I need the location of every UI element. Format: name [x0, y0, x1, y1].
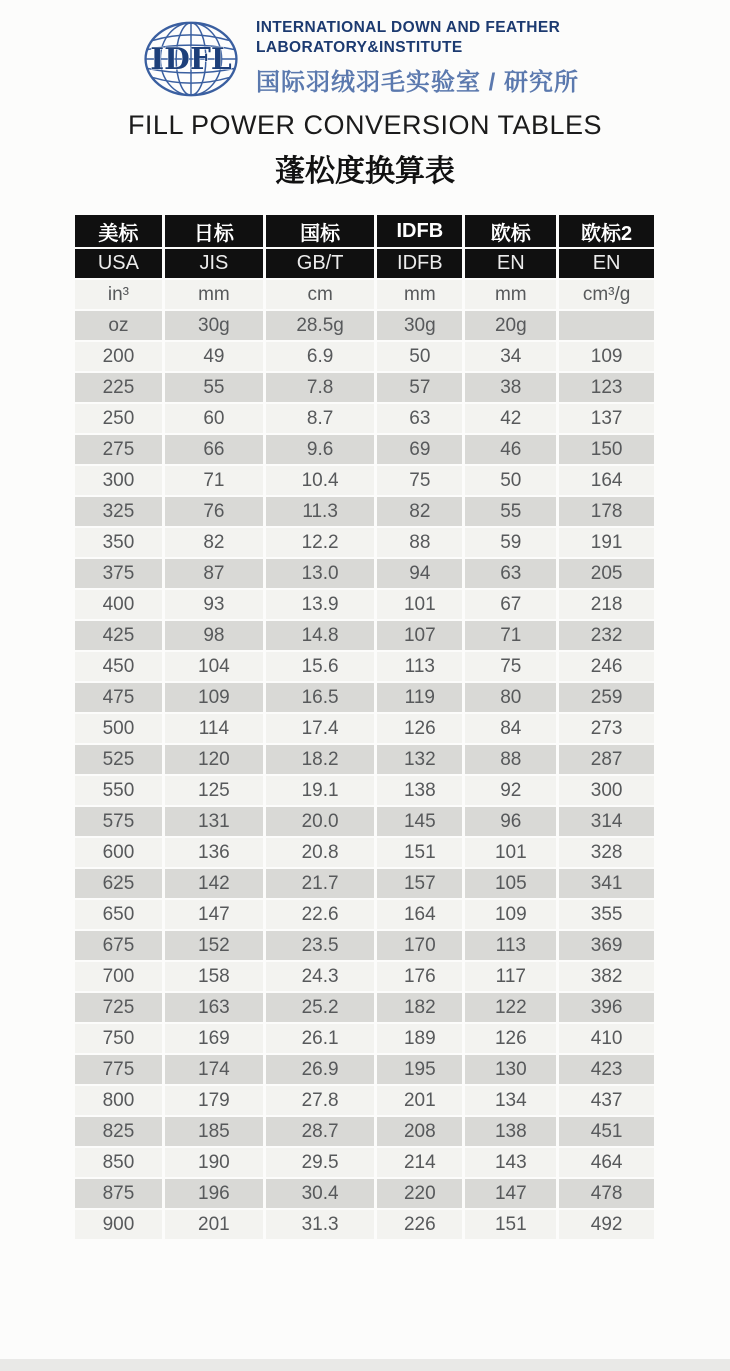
cell: 17.4	[266, 714, 374, 743]
cell: 189	[377, 1024, 462, 1053]
title-block	[0, 110, 730, 190]
cell: 28.5g	[266, 311, 374, 340]
cell: 30g	[377, 311, 462, 340]
cell: 104	[165, 652, 263, 681]
cell: 75	[377, 466, 462, 495]
cell: 63	[377, 404, 462, 433]
cell: 142	[165, 869, 263, 898]
cell: 131	[165, 807, 263, 836]
cell: 92	[465, 776, 556, 805]
cell: 22.6	[266, 900, 374, 929]
table-row	[75, 1117, 654, 1146]
cell: 182	[377, 993, 462, 1022]
cell: 87	[165, 559, 263, 588]
column-subheader: EN	[465, 249, 556, 278]
cell: 30g	[165, 311, 263, 340]
cell: 7.8	[266, 373, 374, 402]
cell: 117	[465, 962, 556, 991]
cell: 57	[377, 373, 462, 402]
cell: 143	[465, 1148, 556, 1177]
cell: 20g	[465, 311, 556, 340]
cell: 478	[559, 1179, 654, 1208]
cell: 475	[75, 683, 162, 712]
column-header: 日标	[165, 215, 263, 247]
cell: 19.1	[266, 776, 374, 805]
cell: 21.7	[266, 869, 374, 898]
cell: 250	[75, 404, 162, 433]
cell: 500	[75, 714, 162, 743]
table-row	[75, 373, 654, 402]
cell: 314	[559, 807, 654, 836]
table-row	[75, 652, 654, 681]
org-name-line1: INTERNATIONAL DOWN AND FEATHER	[256, 19, 561, 36]
cell: 232	[559, 621, 654, 650]
cell: 125	[165, 776, 263, 805]
cell: 259	[559, 683, 654, 712]
cell: 113	[377, 652, 462, 681]
cell: 13.0	[266, 559, 374, 588]
cell: 50	[465, 466, 556, 495]
table-row	[75, 962, 654, 991]
cell: 437	[559, 1086, 654, 1115]
cell: 176	[377, 962, 462, 991]
cell: 410	[559, 1024, 654, 1053]
table-row	[75, 807, 654, 836]
logo-text: IDFL	[150, 41, 232, 77]
cell: 675	[75, 931, 162, 960]
cell: 179	[165, 1086, 263, 1115]
cell: 122	[465, 993, 556, 1022]
cell: 94	[377, 559, 462, 588]
cell: 151	[465, 1210, 556, 1239]
cell: 157	[377, 869, 462, 898]
cell: 75	[465, 652, 556, 681]
table-row	[75, 1179, 654, 1208]
cell: 98	[165, 621, 263, 650]
cell: 178	[559, 497, 654, 526]
cell: 49	[165, 342, 263, 371]
cell: 27.8	[266, 1086, 374, 1115]
cell: 158	[165, 962, 263, 991]
cell: 30.4	[266, 1179, 374, 1208]
cell: 328	[559, 838, 654, 867]
cell: 900	[75, 1210, 162, 1239]
org-name-chinese: 国际羽绒羽毛实验室 / 研究所	[256, 69, 580, 96]
cell: 550	[75, 776, 162, 805]
cell: 25.2	[266, 993, 374, 1022]
cell: 34	[465, 342, 556, 371]
cell: 145	[377, 807, 462, 836]
idfl-globe-logo-icon	[140, 16, 242, 102]
cell: 341	[559, 869, 654, 898]
cell: 71	[165, 466, 263, 495]
table-row	[75, 900, 654, 929]
cell: 492	[559, 1210, 654, 1239]
table-row	[75, 528, 654, 557]
cell: oz	[75, 311, 162, 340]
column-header: 美标	[75, 215, 162, 247]
table-row	[75, 776, 654, 805]
cell: 63	[465, 559, 556, 588]
cell: 9.6	[266, 435, 374, 464]
cell: 101	[465, 838, 556, 867]
cell: 214	[377, 1148, 462, 1177]
cell: 55	[465, 497, 556, 526]
table-row	[75, 590, 654, 619]
cell: 451	[559, 1117, 654, 1146]
cell: 132	[377, 745, 462, 774]
cell: 151	[377, 838, 462, 867]
cell: 67	[465, 590, 556, 619]
cell: 59	[465, 528, 556, 557]
cell: 66	[165, 435, 263, 464]
cell: 10.4	[266, 466, 374, 495]
cell: 60	[165, 404, 263, 433]
cell: 825	[75, 1117, 162, 1146]
cell: 76	[165, 497, 263, 526]
cell: 464	[559, 1148, 654, 1177]
cell: 201	[165, 1210, 263, 1239]
cell: 164	[559, 466, 654, 495]
cell: 82	[377, 497, 462, 526]
cell: 50	[377, 342, 462, 371]
org-header	[140, 12, 710, 102]
conversion-table-wrap	[72, 213, 657, 1241]
cell: 200	[75, 342, 162, 371]
cell: 109	[559, 342, 654, 371]
cell: 80	[465, 683, 556, 712]
cell: 11.3	[266, 497, 374, 526]
unit-row	[75, 311, 654, 340]
table-row	[75, 1210, 654, 1239]
cell: 350	[75, 528, 162, 557]
cell: 88	[377, 528, 462, 557]
table-row	[75, 342, 654, 371]
cell: 525	[75, 745, 162, 774]
cell: 226	[377, 1210, 462, 1239]
cell: 46	[465, 435, 556, 464]
cell: 126	[377, 714, 462, 743]
cell: 26.9	[266, 1055, 374, 1084]
cell: 15.6	[266, 652, 374, 681]
cell: 382	[559, 962, 654, 991]
table-row	[75, 869, 654, 898]
cell: 225	[75, 373, 162, 402]
cell: mm	[165, 280, 263, 309]
cell: 114	[165, 714, 263, 743]
cell: 152	[165, 931, 263, 960]
cell: 29.5	[266, 1148, 374, 1177]
table-row	[75, 993, 654, 1022]
cell: 195	[377, 1055, 462, 1084]
cell: 38	[465, 373, 556, 402]
cell: 8.7	[266, 404, 374, 433]
cell: 218	[559, 590, 654, 619]
cell: 725	[75, 993, 162, 1022]
cell: 450	[75, 652, 162, 681]
cell: 105	[465, 869, 556, 898]
column-header: 国标	[266, 215, 374, 247]
cell: 300	[75, 466, 162, 495]
cell: 126	[465, 1024, 556, 1053]
table-row	[75, 683, 654, 712]
cell: 120	[165, 745, 263, 774]
cell: 575	[75, 807, 162, 836]
cell: 201	[377, 1086, 462, 1115]
cell: 273	[559, 714, 654, 743]
cell: 650	[75, 900, 162, 929]
cell: 147	[165, 900, 263, 929]
column-header: IDFB	[377, 215, 462, 247]
cell: 287	[559, 745, 654, 774]
cell: 123	[559, 373, 654, 402]
table-head	[75, 215, 654, 278]
column-subheader: JIS	[165, 249, 263, 278]
header-row-standard	[75, 249, 654, 278]
fill-power-conversion-table	[72, 213, 657, 1241]
table-row	[75, 745, 654, 774]
table-row	[75, 466, 654, 495]
table-row	[75, 1055, 654, 1084]
cell: 163	[165, 993, 263, 1022]
column-subheader: IDFB	[377, 249, 462, 278]
cell: 13.9	[266, 590, 374, 619]
column-subheader: EN	[559, 249, 654, 278]
cell: 55	[165, 373, 263, 402]
cell: 208	[377, 1117, 462, 1146]
cell: 875	[75, 1179, 162, 1208]
cell: 20.0	[266, 807, 374, 836]
cell: 246	[559, 652, 654, 681]
cell: 93	[165, 590, 263, 619]
cell: 6.9	[266, 342, 374, 371]
column-header: 欧标2	[559, 215, 654, 247]
cell: 16.5	[266, 683, 374, 712]
unit-row	[75, 280, 654, 309]
cell: 71	[465, 621, 556, 650]
cell: 396	[559, 993, 654, 1022]
cell: 355	[559, 900, 654, 929]
cell: 14.8	[266, 621, 374, 650]
footer-gray-band	[0, 1359, 730, 1371]
cell: 136	[165, 838, 263, 867]
cell: 164	[377, 900, 462, 929]
cell: 12.2	[266, 528, 374, 557]
cell: 600	[75, 838, 162, 867]
cell: 28.7	[266, 1117, 374, 1146]
table-row	[75, 1024, 654, 1053]
cell: 369	[559, 931, 654, 960]
table-row	[75, 404, 654, 433]
cell: cm	[266, 280, 374, 309]
cell: 96	[465, 807, 556, 836]
table-row	[75, 435, 654, 464]
cell: 24.3	[266, 962, 374, 991]
cell: mm	[377, 280, 462, 309]
table-row	[75, 1086, 654, 1115]
cell: cm³/g	[559, 280, 654, 309]
cell: 191	[559, 528, 654, 557]
cell: 101	[377, 590, 462, 619]
cell: 196	[165, 1179, 263, 1208]
column-header: 欧标	[465, 215, 556, 247]
table-row	[75, 931, 654, 960]
table-body	[75, 280, 654, 1239]
org-name-line2: LABORATORY&INSTITUTE	[256, 39, 463, 56]
cell: 113	[465, 931, 556, 960]
cell: 190	[165, 1148, 263, 1177]
table-row	[75, 559, 654, 588]
cell: 20.8	[266, 838, 374, 867]
cell: 88	[465, 745, 556, 774]
cell: 400	[75, 590, 162, 619]
cell: 84	[465, 714, 556, 743]
cell: 205	[559, 559, 654, 588]
cell: 375	[75, 559, 162, 588]
column-subheader: USA	[75, 249, 162, 278]
cell: 137	[559, 404, 654, 433]
cell: 220	[377, 1179, 462, 1208]
cell: 107	[377, 621, 462, 650]
cell: 18.2	[266, 745, 374, 774]
cell: mm	[465, 280, 556, 309]
cell: 850	[75, 1148, 162, 1177]
org-text-block	[256, 12, 579, 97]
cell: 134	[465, 1086, 556, 1115]
cell: 119	[377, 683, 462, 712]
cell: 82	[165, 528, 263, 557]
cell: 185	[165, 1117, 263, 1146]
cell	[559, 311, 654, 340]
cell: in³	[75, 280, 162, 309]
cell: 300	[559, 776, 654, 805]
cell: 109	[165, 683, 263, 712]
table-row	[75, 497, 654, 526]
cell: 138	[377, 776, 462, 805]
cell: 42	[465, 404, 556, 433]
cell: 69	[377, 435, 462, 464]
cell: 775	[75, 1055, 162, 1084]
page-title-chinese: 蓬松度换算表	[275, 155, 455, 188]
table-row	[75, 838, 654, 867]
cell: 31.3	[266, 1210, 374, 1239]
cell: 26.1	[266, 1024, 374, 1053]
cell: 425	[75, 621, 162, 650]
cell: 174	[165, 1055, 263, 1084]
cell: 170	[377, 931, 462, 960]
cell: 275	[75, 435, 162, 464]
table-row	[75, 714, 654, 743]
cell: 23.5	[266, 931, 374, 960]
cell: 150	[559, 435, 654, 464]
cell: 147	[465, 1179, 556, 1208]
header-row-chinese	[75, 215, 654, 247]
cell: 169	[165, 1024, 263, 1053]
cell: 130	[465, 1055, 556, 1084]
table-row	[75, 621, 654, 650]
cell: 138	[465, 1117, 556, 1146]
table-row	[75, 1148, 654, 1177]
cell: 750	[75, 1024, 162, 1053]
column-subheader: GB/T	[266, 249, 374, 278]
cell: 700	[75, 962, 162, 991]
cell: 800	[75, 1086, 162, 1115]
cell: 423	[559, 1055, 654, 1084]
cell: 325	[75, 497, 162, 526]
page-title-english: FILL POWER CONVERSION TABLES	[127, 110, 603, 140]
cell: 109	[465, 900, 556, 929]
cell: 625	[75, 869, 162, 898]
